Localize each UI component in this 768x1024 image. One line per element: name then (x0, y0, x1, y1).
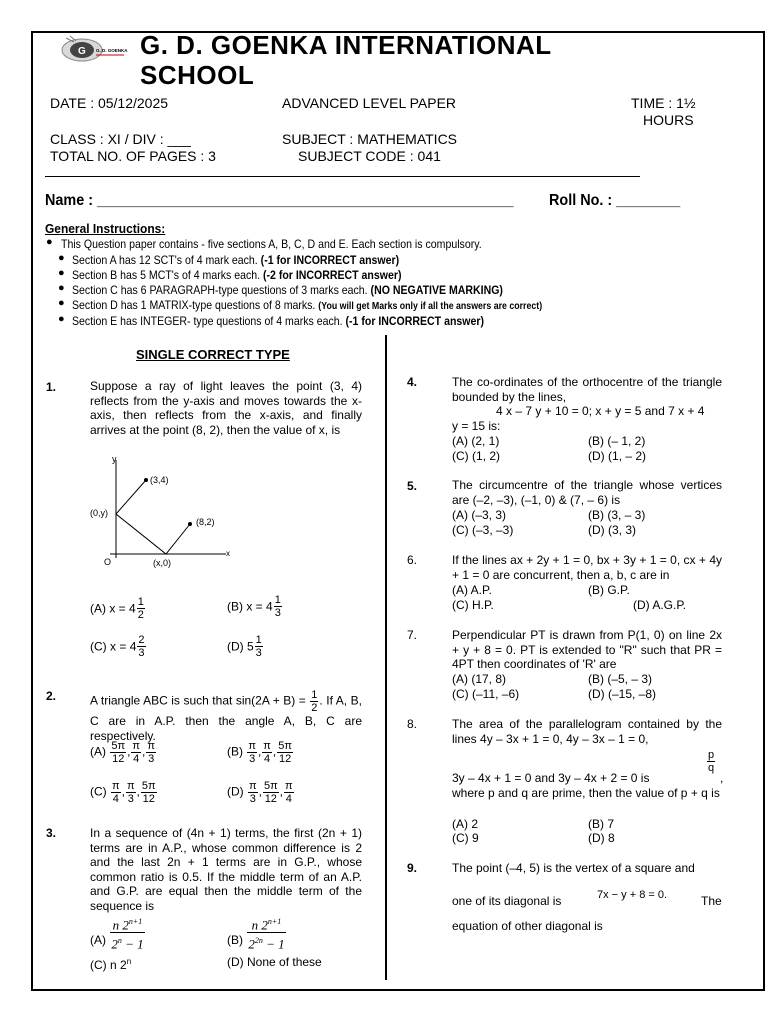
q7-option-d: (D) (–15, –8) (588, 687, 657, 701)
q1-option-a: (A) x = 4 $\frac{1}{2}$ (90, 596, 144, 621)
question-5-text: The circumcentre of the triangle whose vertices are (–2, –3), (–1, 0) & (7, – 6) is (452, 478, 722, 507)
question-4-text: The co-ordinates of the orthocentre of the triangle bounded by the lines, (452, 375, 722, 404)
q8-option-b: (B) 7 (588, 817, 615, 831)
q5-option-d: (D) (3, 3) (588, 523, 636, 537)
question-7-text: Perpendicular PT is drawn from P(1, 0) on line 2x + y + 8 = 0. PT is extended to "R" such that PR = 4PT then coordinates of 'R' are (452, 628, 722, 671)
total-pages: TOTAL NO. OF PAGES : 3 (50, 148, 216, 164)
bullet-icon: ● (58, 313, 65, 325)
question-1-text: Suppose a ray of light leaves the point (3, 4) reflects from the y-axis and moves towards the x-axis, then reflects from the x-axis, and finally arrives at the point (8, 2), then the value of x, is (90, 379, 362, 437)
question-number: 2. (46, 689, 57, 703)
q8-line-2: 3y – 4x + 1 = 0 and 3y – 4x + 2 = 0 is (452, 771, 650, 785)
paper-level: ADVANCED LEVEL PAPER (282, 95, 457, 111)
exam-date: DATE : 05/12/2025 (50, 95, 169, 111)
q7-option-a: (A) (17, 8) (452, 672, 507, 686)
exam-time-unit: HOURS (643, 112, 694, 128)
instructions-intro: This Question paper contains - five sections A, B, C, D and E. Each section is compulsory. (61, 237, 482, 251)
q5-option-c: (C) (–3, –3) (452, 523, 514, 537)
bullet-icon: ● (58, 252, 65, 264)
question-2-text: A triangle ABC is such that sin(2A + B) = $\frac{1}{2}$ . If A, B, C are in A.P. then the angle A, B, C are respectively. (90, 689, 362, 743)
q4-equation: 4 x – 7 y + 10 = 0; x + y = 5 and 7 x + 4 (496, 404, 705, 418)
point-x-0: (x,0) (153, 558, 171, 568)
q3-option-c: (C) n 2$^n$ (90, 957, 132, 972)
instructions-title: General Instructions: (45, 221, 166, 236)
question-3-text: In a sequence of (4n + 1) terms, the first (2n + 1) terms are in A.P., whose common difference is 2 and the last 2n + 1 terms are in G.P., whose common ratio is 0.5. If the middle term of an A.P. and G.P. are equal then the middle term of the sequence is (90, 826, 362, 913)
q8-line-3: , where p and q are prime, then the value of p + q is (452, 771, 724, 800)
bullet-icon: ● (58, 267, 65, 279)
q1-option-b: (B) x = 4 $\frac{1}{3}$ (227, 594, 281, 619)
q8-option-c: (C) 9 (452, 831, 479, 845)
subject-code: SUBJECT CODE : 041 (298, 148, 441, 164)
q2-option-c: (C) $\frac{\pi}{4}$ , $\frac{\pi}{3}$ , $\frac{5\pi}{12}$ (90, 780, 156, 805)
q2-option-b: (B) $\frac{\pi}{3}$ , $\frac{\pi}{4}$ , $\frac{5\pi}{12}$ (227, 740, 292, 765)
roll-field: Roll No. : ________ (549, 192, 681, 209)
q4-option-d: (D) (1, – 2) (588, 449, 647, 463)
logo-text: G. D. GOENKA (96, 48, 128, 53)
question-8-text: The area of the parallelogram contained by the lines 4y – 3x + 1 = 0, 4y – 3x – 1 = 0, (452, 717, 722, 746)
q3-option-d: (D) None of these (227, 955, 322, 969)
q9-line-3: equation of other diagonal is (452, 919, 603, 933)
q7-option-c: (C) (–11, –6) (452, 687, 520, 701)
bullet-icon: ● (46, 236, 53, 248)
instruction-item: Section E has INTEGER- type questions of 4 marks each. (-1 for INCORRECT answer) (72, 314, 484, 328)
reflection-diagram (90, 450, 240, 572)
class-div: CLASS : XI / DIV : ___ (50, 131, 191, 147)
q9-equation: 7x − y + 8 = 0. (597, 889, 668, 901)
question-number: 8. (407, 717, 418, 731)
q2-option-d: (D) $\frac{\pi}{3}$ , $\frac{5\pi}{12}$ , $\frac{\pi}{4}$ (227, 780, 293, 805)
q1-option-c: (C) x = 4 $\frac{2}{3}$ (90, 634, 145, 659)
q3-option-b: (B) $\frac{n 2^{n+1}}{2^{2n} - 1}$ (227, 914, 287, 952)
origin-label: O (104, 557, 112, 567)
question-number: 9. (407, 861, 418, 875)
question-number: 6. (407, 553, 418, 567)
bullet-icon: ● (58, 282, 65, 294)
bullet-icon: ● (58, 297, 65, 309)
instruction-item: Section C has 6 PARAGRAPH-type questions of 3 marks each. (NO NEGATIVE MARKING) (72, 283, 503, 297)
question-9-text: The point (–4, 5) is the vertex of a square and (452, 861, 695, 875)
instruction-item: Section B has 5 MCT's of 4 marks each. (-2 for INCORRECT answer) (72, 268, 402, 282)
q6-option-d: (D) A.G.P. (633, 598, 687, 612)
q2-option-a: (A) $\frac{5\pi}{12}$ , $\frac{\pi}{4}$ , $\frac{\pi}{3}$ (90, 740, 155, 765)
q3-option-a: (A) $\frac{n 2^{n+1}}{2^n - 1}$ (90, 914, 146, 952)
question-6-text: If the lines ax + 2y + 1 = 0, bx + 3y + 1 = 0, cx + 4y + 1 = 0 are concurrent, then a, b, c are in (452, 553, 722, 582)
column-divider (385, 335, 387, 980)
q8-fraction: $\frac{p}{q}$ (708, 749, 715, 774)
question-number: 3. (46, 826, 57, 840)
point-0-y: (0,y) (90, 508, 108, 518)
question-number: 5. (407, 479, 418, 493)
q4-equation-cont: y = 15 is: (452, 419, 501, 433)
q6-option-b: (B) G.P. (588, 583, 630, 597)
q4-option-c: (C) (1, 2) (452, 449, 500, 463)
q7-option-b: (B) (–5, – 3) (588, 672, 653, 686)
q1-option-d: (D) 5 $\frac{1}{3}$ (227, 634, 262, 659)
q4-option-b: (B) (– 1, 2) (588, 434, 646, 448)
header-rule (45, 176, 640, 177)
subject: SUBJECT : MATHEMATICS (282, 131, 458, 147)
question-number: 7. (407, 628, 418, 642)
point-8-2: (8,2) (196, 517, 215, 527)
instruction-item: Section D has 1 MATRIX-type questions of 8 marks. (You will get Marks only if all the answers are correct) (72, 298, 543, 312)
name-field: Name : ____________________________________________________ (45, 192, 514, 209)
q5-option-b: (B) (3, – 3) (588, 508, 646, 522)
q4-option-a: (A) (2, 1) (452, 434, 500, 448)
q9-the: The (701, 894, 722, 908)
q5-option-a: (A) (–3, 3) (452, 508, 507, 522)
school-name: G. D. GOENKA INTERNATIONAL SCHOOL (140, 30, 552, 90)
section-title: SINGLE CORRECT TYPE (136, 347, 290, 362)
question-number: 4. (407, 375, 418, 389)
point-3-4: (3,4) (150, 475, 169, 485)
q8-option-d: (D) 8 (588, 831, 615, 845)
instruction-item: Section A has 12 SCT's of 4 mark each. (-1 for INCORRECT answer) (72, 253, 400, 267)
svg-text:G: G (78, 46, 86, 57)
q6-option-c: (C) H.P. (452, 598, 494, 612)
q9-line-2: one of its diagonal is (452, 894, 562, 908)
school-logo (60, 32, 130, 66)
q8-option-a: (A) 2 (452, 817, 479, 831)
question-number: 1. (46, 380, 57, 394)
exam-time: TIME : 1½ (631, 95, 696, 111)
q6-option-a: (A) A.P. (452, 583, 492, 597)
x-axis-label: x (226, 549, 230, 558)
y-axis-label: y (112, 454, 117, 464)
